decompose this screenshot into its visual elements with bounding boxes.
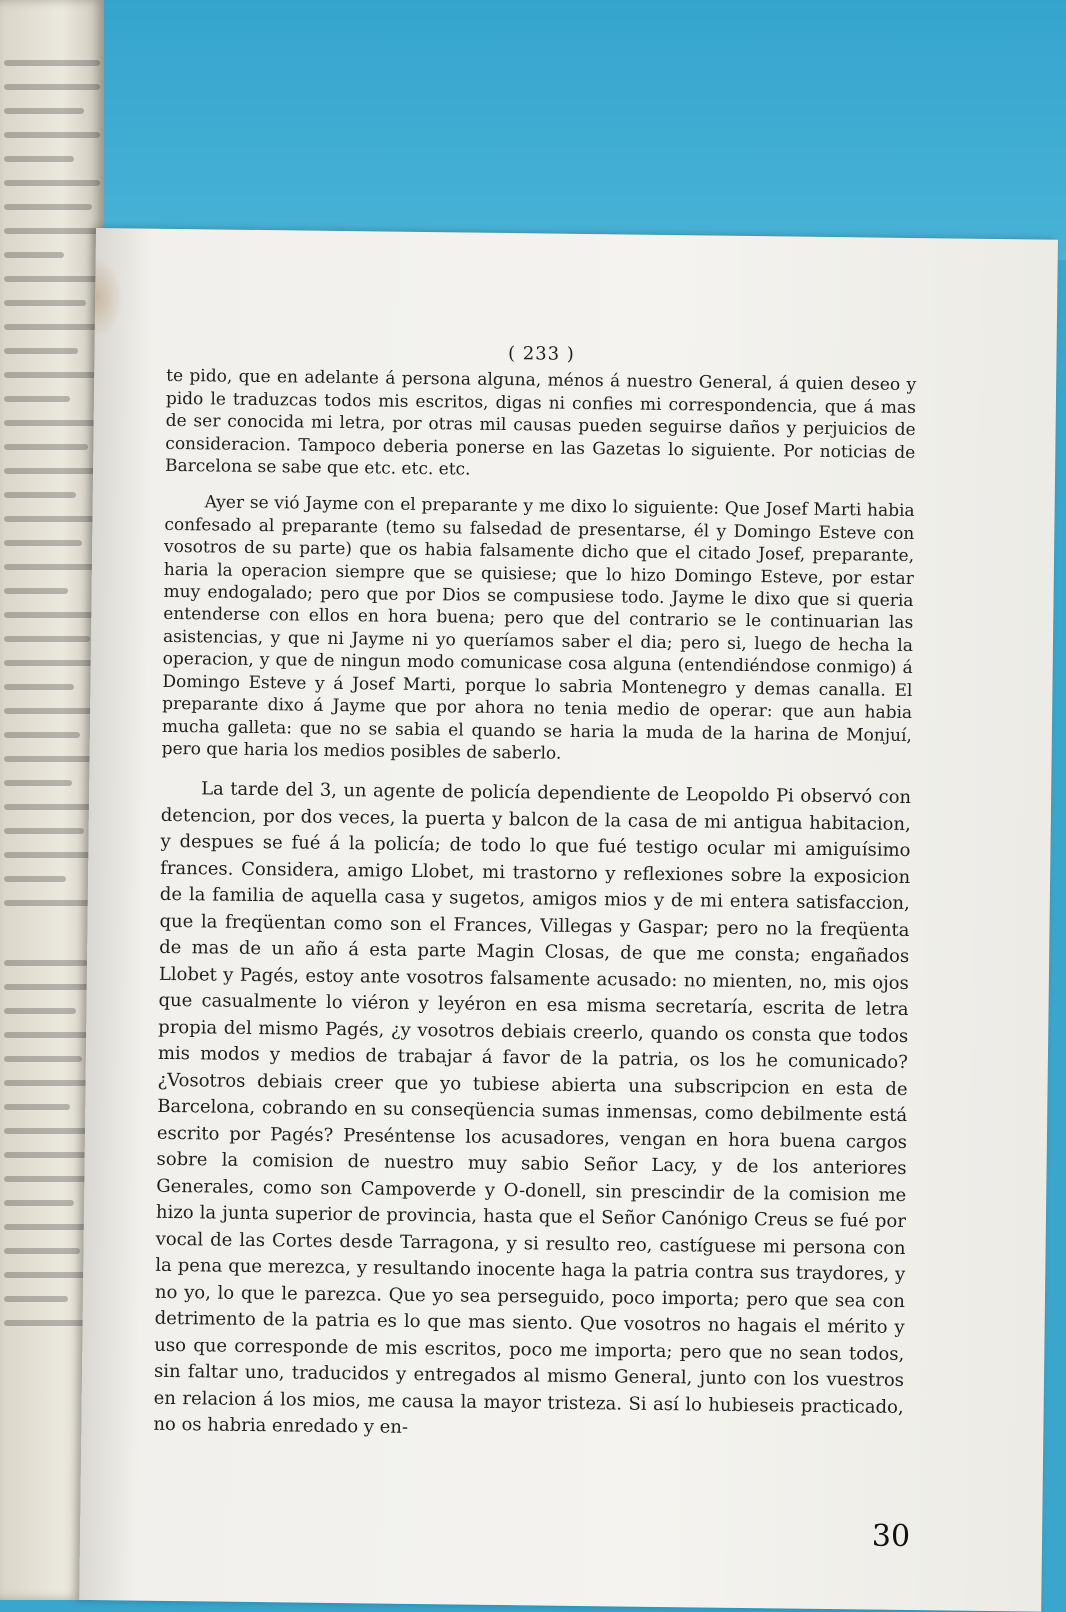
page-text bbox=[153, 339, 917, 1462]
paragraph-1: te pido, que en adelante á persona alguna, ménos á nuestro General, á quien deseo y pido le traduzcas todos mis escritos, digas ni confies mi correspondencia, que á mas de ser conocida mi letra, por otras mil causas pueden seguirse daños y perjuicios de consideracion. Tampoco deberia ponerse en las Gazetas lo siguiente. Por noticias de Barcelona se sabe que etc. etc. etc. bbox=[164, 366, 917, 480]
paragraph-2: Ayer se vió Jayme con el preparante y me dixo lo siguiente: Que Josef Marti habia confesado al preparante (temo su falsedad de presentarse, él y Domingo Esteve con vosotros de su parte) que os habia falsamente dicho que el citado Josef, preparante, haria la operacion siempre que se quisiese; que lo hizo Domingo Esteve, por estar muy endogalado; pero que por Dios se compusiese todo. Jayme le dixo que si queria entenderse con ellos en hora buena; pero que del contrario se le continuarian las asistencias, y que ni Jayme ni yo queríamos saber el dia; pero si, luego de hecha la operacion, y que de ningun modo comunicase cosa alguna (entendiéndose conmigo) á Domingo Esteve y á Josef Marti, porque lo sabria Montenegro y demas canalla. El preparante dixo á Jayme que por ahora no tenia medio de operar: que aun habia mucha galleta: que no se sabia el quando se haria la muda de la harina de Monjuí, pero que haria los medios posibles de saberlo. bbox=[161, 492, 915, 764]
blue-background bbox=[0, 0, 1066, 260]
paper-stain bbox=[95, 258, 124, 338]
paragraph-3: La tarde del 3, un agente de policía dependiente de Leopoldo Pi observó con detencion, por dos veces, la puerta y balcon de la casa de mi antigua habitacion, y despues se fué á la policía; de todo lo que fué testigo ocular mi amiguísimo frances. Considera, amigo Llobet, mi trastorno y reflexiones sobre la exposicion de la familia de aquella casa y sugetos, amigos mios y de mi entera satisfaccion, que la freqüentan como son el Frances, Villegas y Gaspar; pero no la freqüenta de mas de un año á esta parte Magin Closas, de que me consta; engañados Llobet y Pagés, estoy ante vosotros falsamente acusado: no mienten, no, mis ojos que casualmente lo viéron y leyéron en esa misma secretaría, escrita de letra propia del mismo Pagés, ¿y vosotros debiais creerlo, quando os consta que todos mis modos y medios de trabajar á favor de la patria, os los he comunicado? ¿Vosotros debiais creer que yo tubiese abierta una subscripcion en esta de Barcelona, cobrando en su conseqüencia sumas inmensas, como debilmente está escrito por Pagés? Preséntense los acusadores, vengan en hora buena cargos sobre la comision de nuestro muy sabio Señor Lacy, y de los anteriores Generales, como son Campoverde y O-donell, sin prescindir de la comision me hizo la junta superior de provincia, hasta que el Señor Canónigo Creus se fué por vocal de las Cortes desde Tarragona, y si resulto reo, castíguese mi persona con la pena que merezca, y resultando inocente haga la patria contra sus traydores, y no yo, lo que le parezca. Que yo sea perseguido, poco importa; pero que sea con detrimento de la patria es lo que mas siento. Que vosotros no hagais el mérito y uso que corresponde de mis escritos, poco me importa; pero que no sean todos, sin faltar uno, traducidos y entregados al mismo General, junto con los vuestros en relacion á los mios, me causa la mayor tristeza. Si así lo hubieseis practicado, no os habria enredado y en- bbox=[153, 778, 912, 1439]
signature-mark: 30 bbox=[871, 1518, 911, 1555]
book-page bbox=[79, 228, 1058, 1612]
page-number: ( 233 ) bbox=[507, 343, 576, 365]
